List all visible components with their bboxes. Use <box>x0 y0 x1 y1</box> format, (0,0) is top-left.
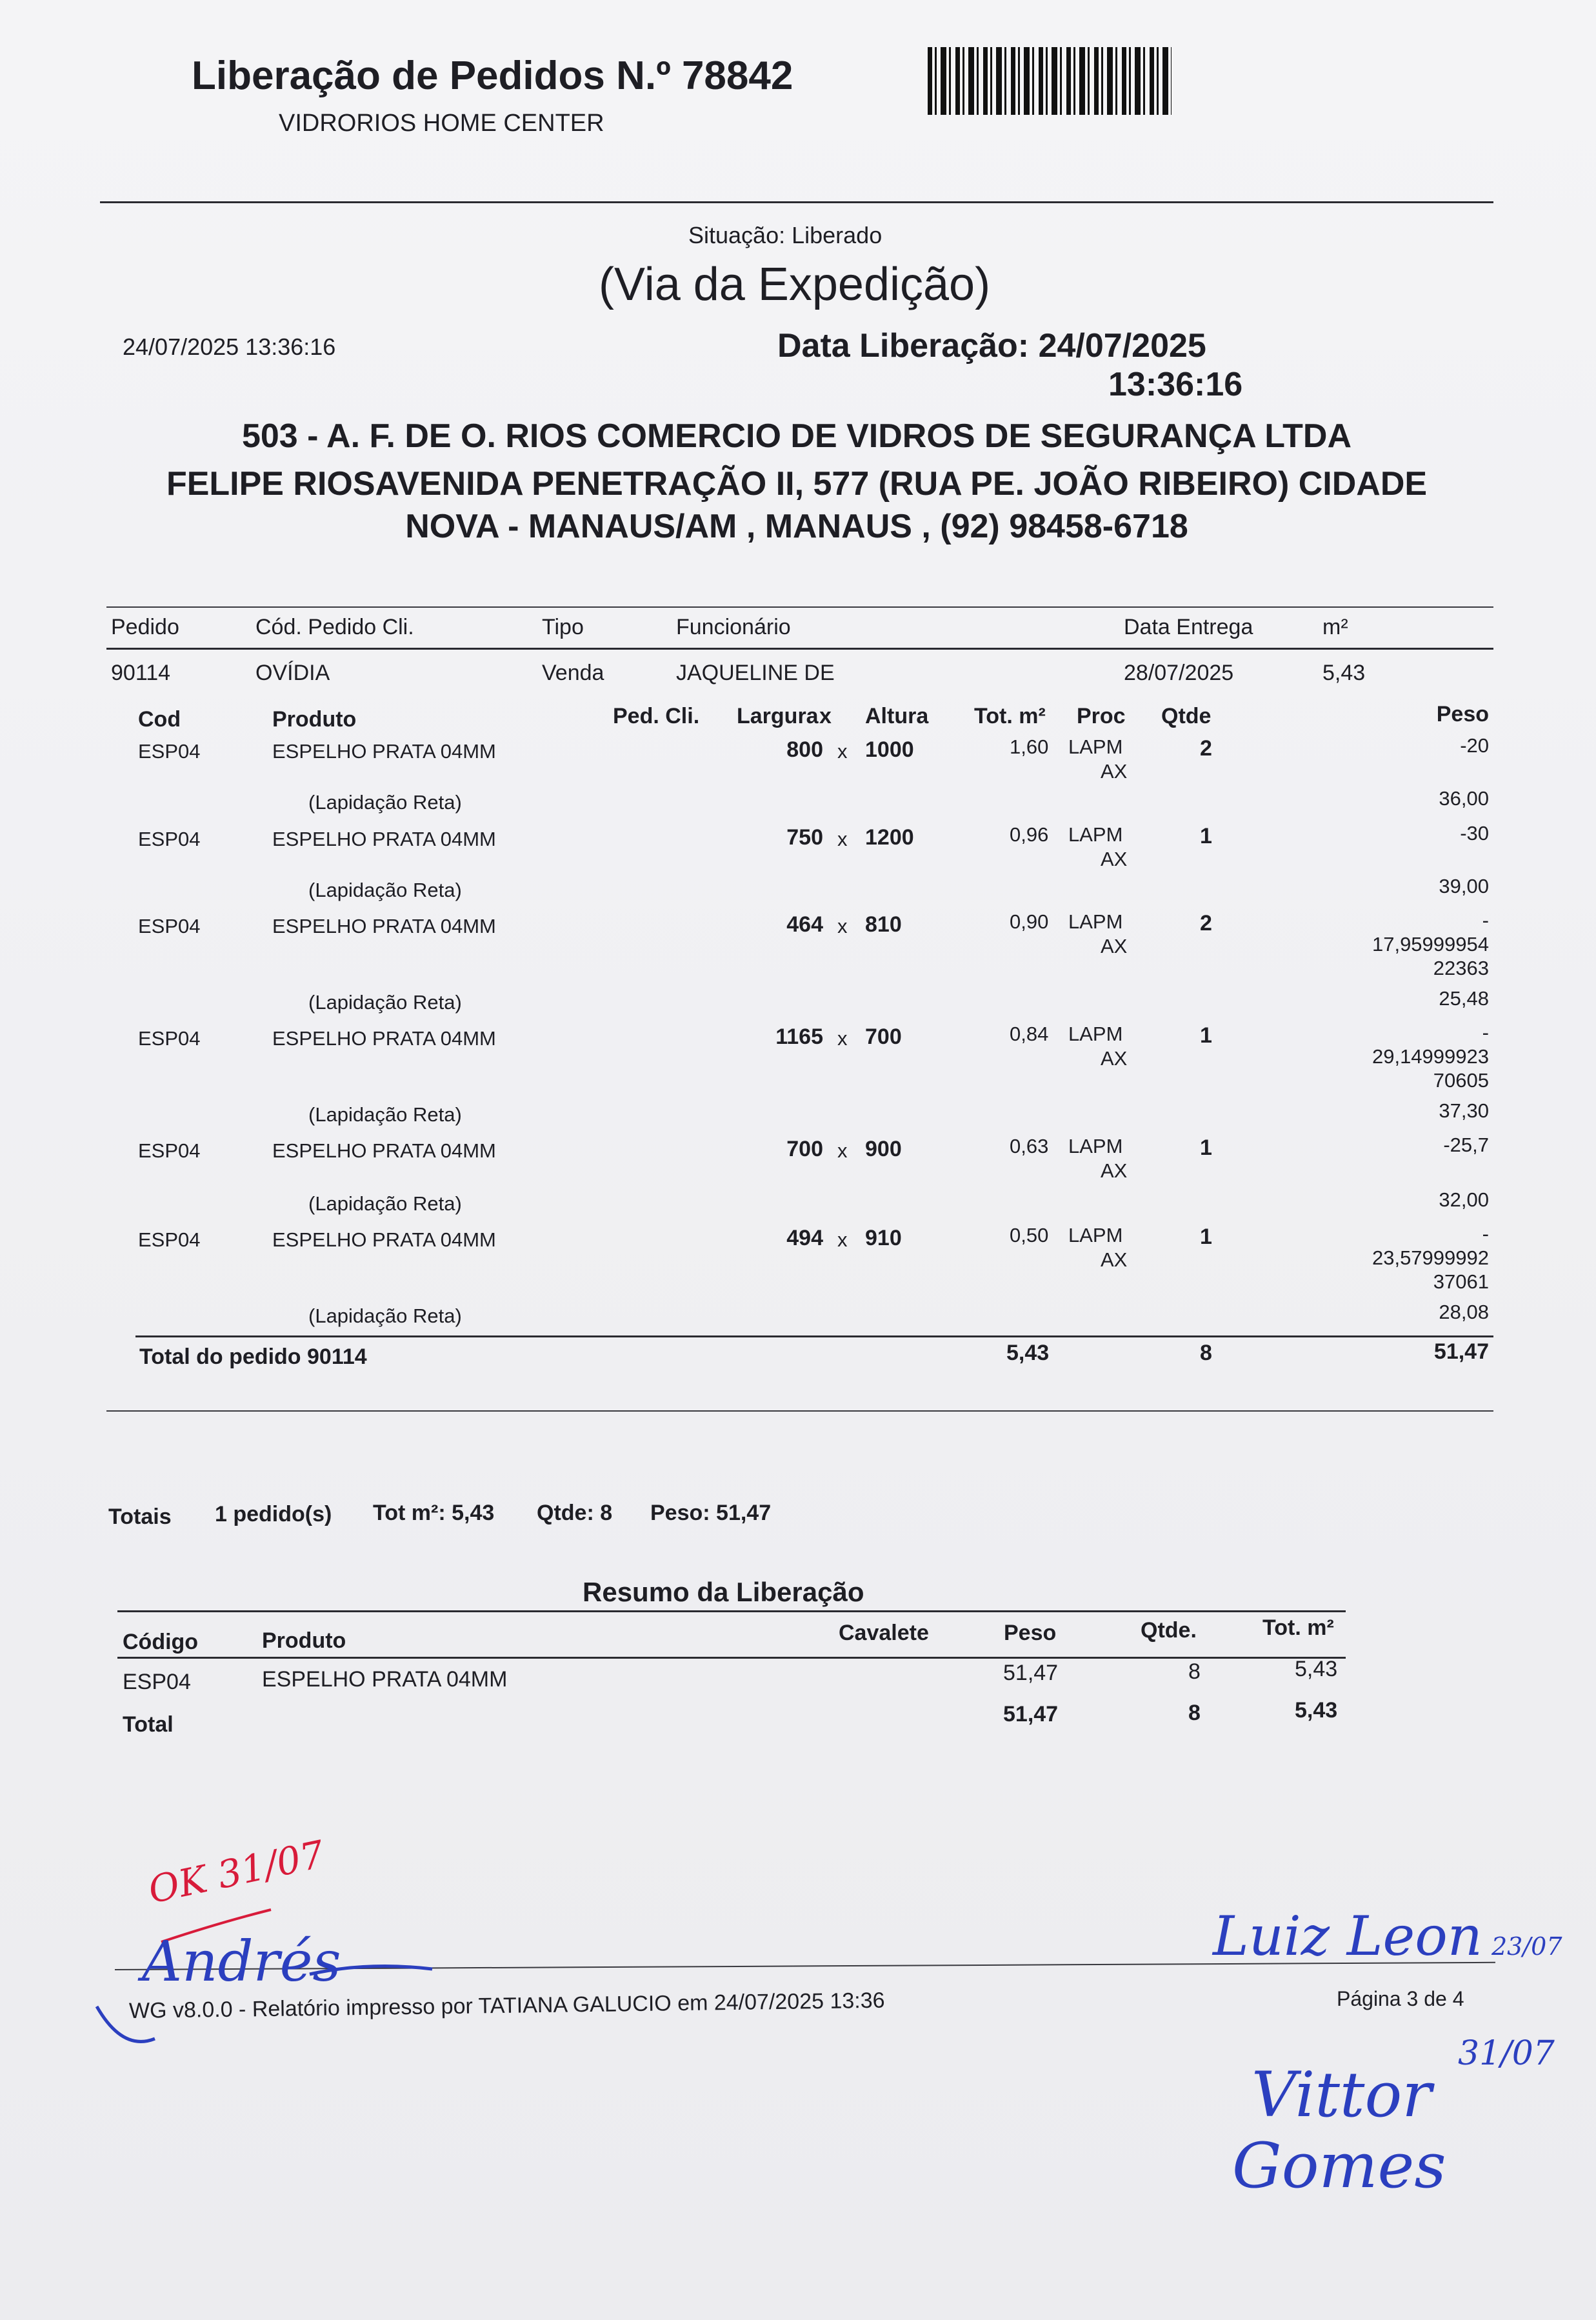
order-total-label: Total do pedido 90114 <box>139 1345 367 1369</box>
summary-col-peso: Peso <box>1004 1621 1057 1645</box>
summary-total-qtde: 8 <box>1188 1701 1201 1725</box>
summary-col-qtde: Qtde. <box>1141 1618 1197 1643</box>
item-proc-ax: AX <box>1101 1159 1128 1182</box>
item-altura: 1200 <box>865 825 914 850</box>
item-sub-peso: 39,00 <box>1439 875 1489 897</box>
col-cod-pedido-cli: Cód. Pedido Cli. <box>255 615 414 639</box>
page-number: Página 3 de 4 <box>1337 1987 1464 2010</box>
order-pedido-value: 90114 <box>111 661 171 685</box>
item-x: x <box>837 1027 848 1050</box>
summary-total-peso: 51,47 <box>1003 1702 1059 1726</box>
items-col-cod: Cod <box>138 707 181 732</box>
item-x: x <box>837 740 848 763</box>
left-signature <box>97 1910 458 2058</box>
item-proc-ax: AX <box>1101 1047 1128 1070</box>
release-date: Data Liberação: 24/07/2025 <box>777 327 1206 365</box>
situation-label: Situação: Liberado <box>688 222 883 248</box>
release-time: 13:36:16 <box>1108 366 1243 403</box>
item-peso-line2: 17,95999954 <box>1372 933 1489 955</box>
item-produto: ESPELHO PRATA 04MM <box>272 915 496 937</box>
col-funcionario: Funcionário <box>676 615 791 639</box>
item-largura: 464 <box>786 912 823 937</box>
item-x: x <box>837 1139 848 1162</box>
document-title: Liberação de Pedidos N.º 78842 <box>192 54 793 98</box>
item-cod: ESP04 <box>138 915 201 937</box>
order-funcionario-value: JAQUELINE DE <box>676 661 835 685</box>
item-sub: (Lapidação Reta) <box>308 991 462 1014</box>
order-m2-value: 5,43 <box>1322 661 1366 685</box>
client-name: 503 - A. F. DE O. RIOS COMERCIO DE VIDROS DE SEGURANÇA LTDA <box>241 417 1352 455</box>
item-peso-line2: 23,57999992 <box>1372 1246 1489 1269</box>
item-sub: (Lapidação Reta) <box>308 1192 462 1215</box>
header-divider <box>100 201 1493 203</box>
item-tot-m2: 0,63 <box>1010 1135 1049 1157</box>
item-largura: 494 <box>786 1226 823 1250</box>
item-tot-m2: 0,50 <box>1010 1224 1049 1246</box>
bottom-right-signature <box>1226 2039 1510 2232</box>
order-total-line <box>135 1335 1493 1337</box>
items-col-peso: Peso <box>1436 702 1489 726</box>
item-produto: ESPELHO PRATA 04MM <box>272 828 496 850</box>
summary-col-produto: Produto <box>262 1628 346 1653</box>
item-altura: 810 <box>865 912 902 937</box>
items-col-proc: Proc <box>1077 704 1126 728</box>
item-tot-m2: 0,96 <box>1010 823 1049 846</box>
item-qtde: 1 <box>1200 824 1212 848</box>
col-tipo: Tipo <box>542 615 584 639</box>
section-divider <box>106 1410 1493 1412</box>
barcode <box>928 47 1172 115</box>
items-col-largura: Largura <box>737 704 819 728</box>
item-proc-ax: AX <box>1101 935 1128 957</box>
totals-label: Totais <box>108 1505 172 1529</box>
item-proc: LAPM <box>1068 1023 1123 1045</box>
item-altura: 700 <box>865 1025 902 1049</box>
order-header-top-line <box>106 606 1493 608</box>
item-sub-peso: 36,00 <box>1439 787 1489 810</box>
client-address-line2: NOVA - MANAUS/AM , MANAUS , (92) 98458-6718 <box>405 508 1188 545</box>
item-tot-m2: 0,84 <box>1010 1023 1049 1045</box>
item-largura: 1165 <box>775 1025 823 1049</box>
item-sub-peso: 37,30 <box>1439 1099 1489 1122</box>
signature-word: Vittor <box>1252 2059 1432 2131</box>
order-data-entrega-value: 28/07/2025 <box>1124 661 1234 685</box>
totals-pedidos: 1 pedido(s) <box>215 1502 332 1526</box>
items-col-altura: Altura <box>865 704 929 728</box>
items-col-qtde: Qtde <box>1161 704 1212 728</box>
item-altura: 910 <box>865 1226 902 1250</box>
item-sub: (Lapidação Reta) <box>308 1103 462 1126</box>
item-qtde: 1 <box>1200 1023 1212 1048</box>
item-x: x <box>837 915 848 937</box>
summary-header-line <box>117 1657 1346 1659</box>
item-cod: ESP04 <box>138 1228 201 1251</box>
item-qtde: 1 <box>1200 1135 1212 1160</box>
summary-total-label: Total <box>123 1712 174 1737</box>
summary-codigo: ESP04 <box>123 1670 191 1694</box>
item-sub: (Lapidação Reta) <box>308 1305 462 1327</box>
totals-peso: Peso: 51,47 <box>650 1501 772 1525</box>
order-tipo-value: Venda <box>542 661 604 685</box>
item-sub: (Lapidação Reta) <box>308 791 462 814</box>
item-peso-line3: 22363 <box>1433 957 1489 979</box>
summary-produto: ESPELHO PRATA 04MM <box>262 1667 508 1692</box>
item-peso-line2: 29,14999923 <box>1372 1045 1489 1068</box>
item-proc-ax: AX <box>1101 1248 1128 1271</box>
printed-datetime: 24/07/2025 13:36:16 <box>123 334 336 360</box>
item-sub-peso: 28,08 <box>1439 1301 1489 1323</box>
order-total-peso: 51,47 <box>1433 1339 1489 1364</box>
item-produto: ESPELHO PRATA 04MM <box>272 740 496 763</box>
item-qtde: 2 <box>1200 911 1212 935</box>
item-peso: -30 <box>1460 822 1489 845</box>
right-signature <box>1213 1890 1574 1981</box>
item-cod: ESP04 <box>138 828 201 850</box>
items-col-tot-m2: Tot. m² <box>974 704 1046 728</box>
item-proc: LAPM <box>1068 1224 1123 1246</box>
item-proc: LAPM <box>1068 823 1123 846</box>
item-x: x <box>837 828 848 850</box>
left-signature-text: Andrés <box>142 1930 341 1994</box>
via-label: (Via da Expedição) <box>599 259 991 310</box>
col-m2: m² <box>1322 615 1348 639</box>
item-produto: ESPELHO PRATA 04MM <box>272 1027 496 1050</box>
item-peso-line3: 70605 <box>1433 1069 1489 1092</box>
item-tot-m2: 1,60 <box>1010 735 1049 758</box>
summary-total-m2: 5,43 <box>1295 1698 1338 1723</box>
summary-col-codigo: Código <box>123 1630 199 1654</box>
report-footer: WG v8.0.0 - Relatório impresso por TATIANA GALUCIO em 24/07/2025 13:36 <box>128 1988 885 2023</box>
items-col-ped-cli: Ped. Cli. <box>613 704 700 728</box>
item-sub: (Lapidação Reta) <box>308 879 462 901</box>
totals-m2: Tot m²: 5,43 <box>373 1501 495 1525</box>
items-col-produto: Produto <box>272 707 357 732</box>
totals-qtde: Qtde: 8 <box>537 1501 613 1525</box>
item-peso: - <box>1482 1021 1489 1044</box>
client-address-line1: FELIPE RIOSAVENIDA PENETRAÇÃO II, 577 (RUA PE. JOÃO RIBEIRO) CIDADE <box>166 465 1428 503</box>
signature-word: Gomes <box>1232 2130 1446 2202</box>
items-col-x: x <box>819 704 832 728</box>
item-sub-peso: 25,48 <box>1439 987 1489 1010</box>
col-pedido: Pedido <box>111 615 179 639</box>
item-cod: ESP04 <box>138 1139 201 1162</box>
item-altura: 1000 <box>865 737 914 762</box>
item-qtde: 2 <box>1200 736 1212 761</box>
blue-date-text: 31/07 <box>1458 2034 1555 2073</box>
summary-qtde: 8 <box>1188 1659 1201 1684</box>
item-x: x <box>837 1228 848 1251</box>
item-proc: LAPM <box>1068 1135 1123 1157</box>
red-ok-text: OK 31/07 <box>145 1832 328 1912</box>
item-peso: - <box>1482 909 1489 932</box>
item-peso: - <box>1482 1223 1489 1245</box>
item-proc-ax: AX <box>1101 760 1128 783</box>
item-largura: 800 <box>786 737 823 762</box>
item-sub-peso: 32,00 <box>1439 1188 1489 1211</box>
item-proc-ax: AX <box>1101 848 1128 870</box>
summary-top-line <box>117 1610 1346 1612</box>
summary-peso: 51,47 <box>1003 1661 1059 1685</box>
order-header-bottom-line <box>106 648 1493 650</box>
item-tot-m2: 0,90 <box>1010 910 1049 933</box>
col-data-entrega: Data Entrega <box>1124 615 1253 639</box>
bottom-signature-text <box>1232 2059 1446 2202</box>
item-largura: 700 <box>786 1137 823 1161</box>
order-total-qtde: 8 <box>1200 1341 1212 1365</box>
item-largura: 750 <box>786 825 823 850</box>
item-proc: LAPM <box>1068 735 1123 758</box>
sig-stroke <box>97 2006 155 2041</box>
item-produto: ESPELHO PRATA 04MM <box>272 1139 496 1162</box>
right-signature-date: 23/07 <box>1491 1932 1562 1961</box>
order-total-m2: 5,43 <box>1006 1341 1050 1365</box>
summary-col-cavalete: Cavalete <box>839 1621 929 1645</box>
item-peso-line3: 37061 <box>1433 1270 1489 1293</box>
right-signature-text: Luiz Leon <box>1213 1905 1482 1968</box>
order-cod-cli-value: OVÍDIA <box>255 661 330 685</box>
item-qtde: 1 <box>1200 1225 1212 1249</box>
summary-tot-m2: 5,43 <box>1295 1657 1338 1681</box>
item-peso: -20 <box>1460 734 1489 757</box>
item-produto: ESPELHO PRATA 04MM <box>272 1228 496 1251</box>
summary-title: Resumo da Liberação <box>583 1577 864 1607</box>
item-peso: -25,7 <box>1443 1134 1489 1156</box>
item-cod: ESP04 <box>138 740 201 763</box>
company-name: VIDRORIOS HOME CENTER <box>279 110 604 137</box>
item-proc: LAPM <box>1068 910 1123 933</box>
item-cod: ESP04 <box>138 1027 201 1050</box>
item-altura: 900 <box>865 1137 902 1161</box>
summary-col-tot-m2: Tot. m² <box>1262 1615 1334 1640</box>
